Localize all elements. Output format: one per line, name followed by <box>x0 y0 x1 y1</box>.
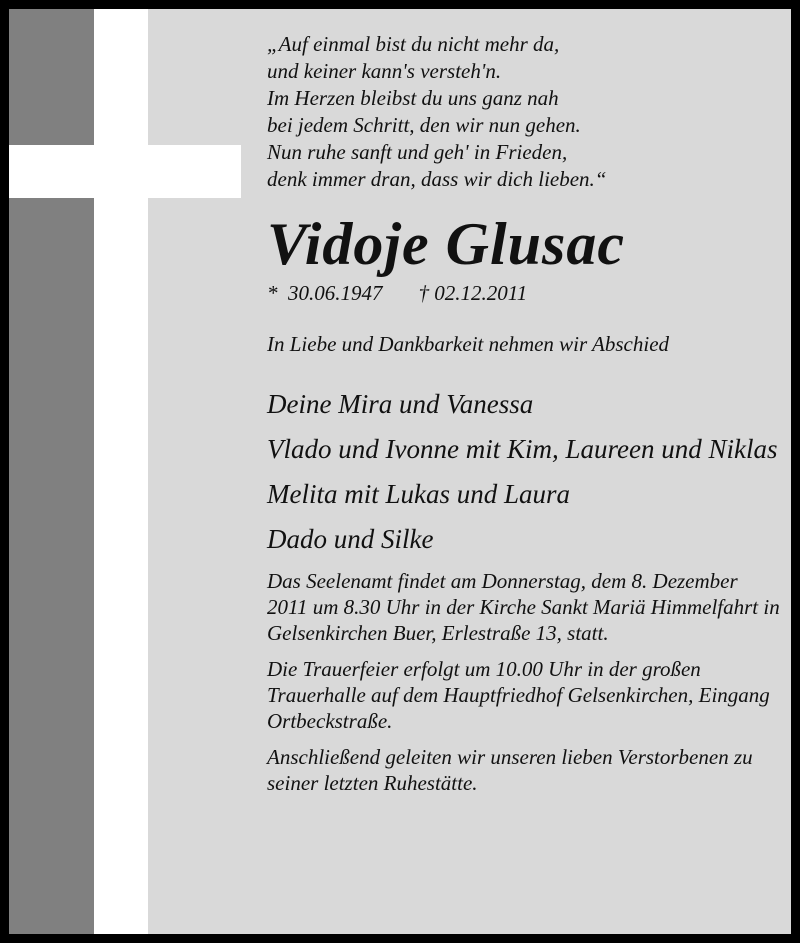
poem <box>267 31 782 193</box>
family-member: Melita mit Lukas und Laura <box>267 479 571 509</box>
life-dates <box>267 281 782 305</box>
funeral-notice: Die Trauerfeier erfolgt um 10.00 Uhr in der großen Trauerhalle auf dem Hauptfriedhof Gelsenkirchen, Eingang Ortbeckstraße. <box>267 657 770 733</box>
text-column <box>267 31 782 806</box>
family-member: Deine Mira und Vanessa <box>267 389 534 419</box>
obituary-notice <box>9 9 791 934</box>
poem-line: bei jedem Schritt, den wir nun gehen. <box>267 113 581 137</box>
poem-line: Im Herzen bleibst du uns ganz nah <box>267 86 559 110</box>
poem-line: „Auf einmal bist du nicht mehr da, <box>267 32 560 56</box>
poem-line: denk immer dran, dass wir dich lieben.“ <box>267 167 607 191</box>
burial-notice: Anschließend geleiten wir unseren lieben Verstorbenen zu seiner letzten Ruhestätte. <box>267 745 753 795</box>
poem-line: Nun ruhe sanft und geh' in Frieden, <box>267 140 568 164</box>
farewell-text: In Liebe und Dankbarkeit nehmen wir Abschied <box>267 332 670 356</box>
poem-line: und keiner kann's versteh'n. <box>267 59 502 83</box>
birth-date: * 30.06.1947 <box>267 281 383 305</box>
requiem-notice: Das Seelenamt findet am Donnerstag, dem 8. Dezember 2011 um 8.30 Uhr in der Kirche Sankt Mariä Himmelfahrt in Gelsenkirchen Buer, Erlestraße 13, statt. <box>267 569 780 645</box>
deceased-name: Vidoje Glusac <box>267 211 626 277</box>
death-date: † 02.12.2011 <box>418 281 528 305</box>
family-member: Dado und Silke <box>267 524 434 554</box>
family-list <box>267 387 782 556</box>
cross-icon-beam <box>9 145 241 198</box>
service-notices <box>267 568 782 796</box>
family-member: Vlado und Ivonne mit Kim, Laureen und Niklas <box>267 434 778 464</box>
